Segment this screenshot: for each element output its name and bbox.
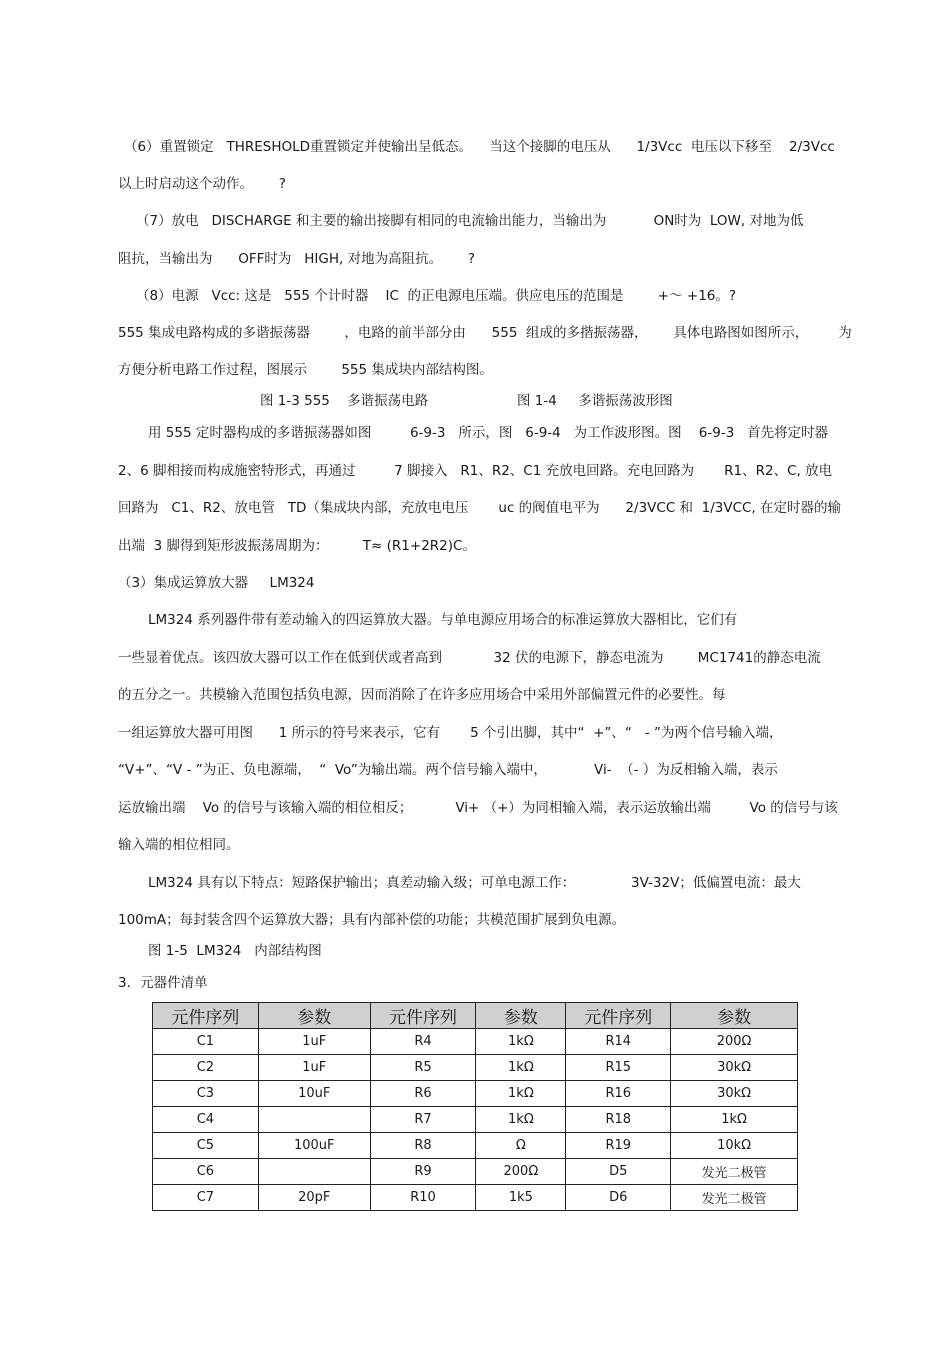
table-cell: R7 [370,1107,476,1133]
table-row [153,1029,798,1055]
para-multivib-line3: 回路为 C1、R2、放电管 TD（集成块内部，充放电电压 uc 的阀值电平为 2/3VCC 和 1/3VCC, 在定时器的输 [118,500,842,516]
para-features-line2: 100mA；每封装含四个运算放大器；具有内部补偿的功能；共模范围扩展到负电源。 [118,912,626,928]
parts-table [152,1002,798,1211]
table-cell: C2 [153,1055,259,1081]
table-row [153,1159,798,1185]
para-pin7-line2: 阻抗，当输出为 OFF时为 HIGH, 对地为高阻抗。 ? [118,251,476,267]
table-cell: 1kΩ [476,1055,566,1081]
para-multivib-line1: 用 555 定时器构成的多谐振荡器如图 6-9-3 所示，图 6-9-4 为工作波形图。图 6-9-3 首先将定时器 [148,425,829,441]
table-cell: 发光二极管 [671,1159,798,1185]
table-header-row [153,1003,798,1029]
table-cell: C7 [153,1185,259,1211]
table-cell: 10uF [258,1081,370,1107]
table-cell: 1kΩ [476,1081,566,1107]
para-multivib-line2: 2、6 脚相接而构成施密特形式，再通过 7 脚接入 R1、R2、C1 充放电回路。充电回路为 R1、R2、C, 放电 [118,463,833,479]
table-cell: 1kΩ [671,1107,798,1133]
table-cell: R8 [370,1133,476,1159]
table-row [153,1185,798,1211]
table-cell: 发光二极管 [671,1185,798,1211]
table-cell: R14 [566,1029,671,1055]
table-cell: 1uF [258,1029,370,1055]
table-cell: D6 [566,1185,671,1211]
para-pin6-line1: （6）重置锁定 THRESHOLD重置锁定并使输出呈低态。 当这个接脚的电压从 1/3Vcc 电压以下移至 2/3Vcc [124,139,835,155]
figure-caption-1-3: 图 1-3 555 多谐振荡电路 [260,393,429,409]
table-cell: 200Ω [671,1029,798,1055]
para-lm324-line7: 输入端的相位相同。 [118,837,240,853]
table-cell: R4 [370,1029,476,1055]
para-lm324-line4: 一组运算放大器可用图 1 所示的符号来表示，它有 5 个引出脚，其中“ +”、“ - ”为两个信号输入端， [118,725,783,741]
para-features-line1: LM324 具有以下特点：短路保护输出；真差动输入级；可单电源工作： 3V-32V；低偏置电流：最大 [148,875,801,891]
table-header-cell: 元件序列 [153,1003,259,1029]
table-cell: R16 [566,1081,671,1107]
table-cell [258,1107,370,1133]
table-header-cell: 元件序列 [370,1003,476,1029]
table-cell: C3 [153,1081,259,1107]
table-cell: R6 [370,1081,476,1107]
table-cell: R5 [370,1055,476,1081]
table-cell [258,1159,370,1185]
para-pin7-line1: （7）放电 DISCHARGE 和主要的输出接脚有相同的电流输出能力，当输出为 ON时为 LOW, 对地为低 [136,213,804,229]
para-lm324-line5: “V+”、“V - ”为正、负电源端， “ Vo”为输出端。两个信号输入端中， Vi- （- ）为反相输入端，表示 [118,762,778,778]
table-cell: R9 [370,1159,476,1185]
table-header-cell: 参数 [258,1003,370,1029]
table-header-cell: 参数 [671,1003,798,1029]
table-cell: R15 [566,1055,671,1081]
table-cell: D5 [566,1159,671,1185]
para-555-line1: 555 集成电路构成的多谐振荡器 ，电路的前半部分由 555 组成的多揩振荡器， 具体电路图如图所示， 为 [118,325,852,341]
para-lm324-line6: 运放输出端 Vo 的信号与该输入端的相位相反； Vi+ （+）为同相输入端，表示运放输出端 Vo 的信号与该 [118,800,838,816]
table-cell: Ω [476,1133,566,1159]
table-cell: C4 [153,1107,259,1133]
para-lm324-line2: 一些显着优点。该四放大器可以工作在低到伏或者高到 32 伏的电源下，静态电流为 MC1741的静态电流 [118,650,821,666]
para-pin6-line2: 以上时启动这个动作。 ? [118,176,286,192]
table-cell: 1kΩ [476,1107,566,1133]
table-cell: 30kΩ [671,1055,798,1081]
table-cell: C1 [153,1029,259,1055]
table-header-cell: 参数 [476,1003,566,1029]
table-cell: R18 [566,1107,671,1133]
figure-caption-1-4: 图 1-4 多谐振荡波形图 [517,393,673,409]
table-cell: 100uF [258,1133,370,1159]
table-cell: C5 [153,1133,259,1159]
table-cell: 1uF [258,1055,370,1081]
table-cell: R19 [566,1133,671,1159]
table-header-cell: 元件序列 [566,1003,671,1029]
section-heading-parts-list: 3．元器件清单 [118,975,208,991]
table-cell: 30kΩ [671,1081,798,1107]
table-cell: 1k5 [476,1185,566,1211]
table-row [153,1081,798,1107]
table-row [153,1107,798,1133]
table-cell: R10 [370,1185,476,1211]
table-cell: 1kΩ [476,1029,566,1055]
figure-caption-1-5: 图 1-5 LM324 内部结构图 [148,943,322,959]
table-cell: 10kΩ [671,1133,798,1159]
table-row [153,1055,798,1081]
section-heading-lm324: （3）集成运算放大器 LM324 [118,575,315,591]
para-555-line2: 方便分析电路工作过程，图展示 555 集成块内部结构图。 [118,362,493,378]
para-lm324-line1: LM324 系列器件带有差动输入的四运算放大器。与单电源应用场合的标准运算放大器相比，它们有 [148,612,738,628]
table-cell: 20pF [258,1185,370,1211]
para-pin8-line1: （8）电源 Vcc: 这是 555 个计时器 IC 的正电源电压端。供应电压的范围是 +～ +16。? [136,288,737,304]
table-cell: C6 [153,1159,259,1185]
para-lm324-line3: 的五分之一。共模输入范围包括负电源，因而消除了在许多应用场合中采用外部偏置元件的必要性。每 [118,687,726,703]
para-multivib-line4: 出端 3 脚得到矩形波振荡周期为： T≈ (R1+2R2)C。 [118,538,476,554]
table-row [153,1133,798,1159]
table-cell: 200Ω [476,1159,566,1185]
